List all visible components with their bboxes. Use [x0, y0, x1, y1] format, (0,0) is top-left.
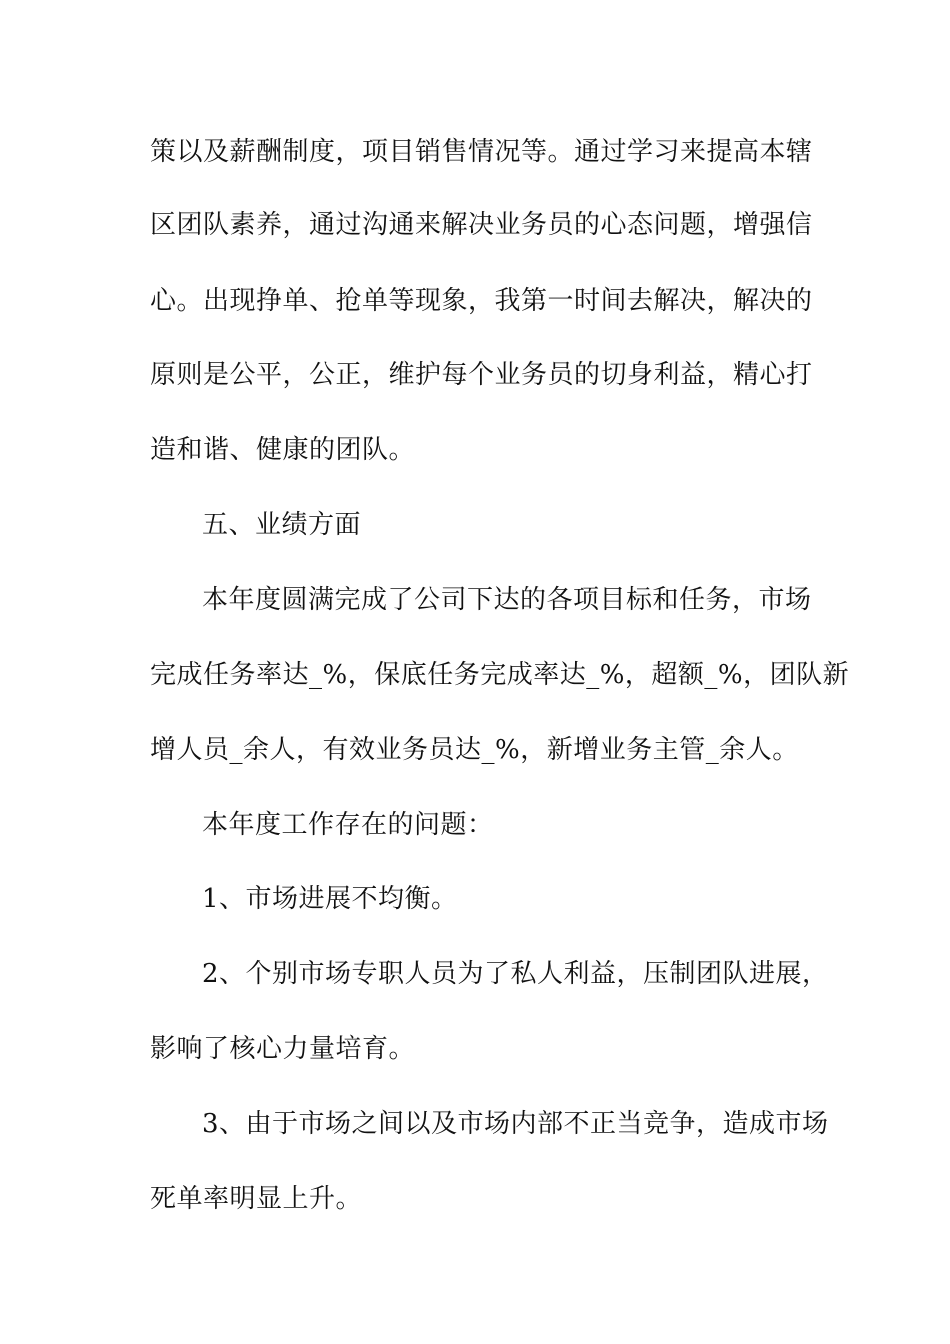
problems-heading: 本年度工作存在的问题： — [202, 810, 494, 840]
section-heading: 五、业绩方面 — [202, 510, 362, 540]
paragraph-line: 增人员_余人，有效业务员达_%，新增业务主管_余人。 — [150, 735, 799, 765]
list-item-continuation: 影响了核心力量培育。 — [150, 1034, 416, 1064]
paragraph-line: 造和谐、健康的团队。 — [150, 435, 416, 465]
paragraph-line: 区团队素养，通过沟通来解决业务员的心态问题，增强信 — [150, 210, 813, 240]
paragraph-line: 心。出现挣单、抢单等现象，我第一时间去解决，解决的 — [150, 286, 813, 316]
list-item: 3、由于市场之间以及市场内部不正当竞争，造成市场 — [202, 1109, 829, 1139]
paragraph-line: 策以及薪酬制度，项目销售情况等。通过学习来提高本辖 — [150, 137, 813, 167]
paragraph-line: 本年度圆满完成了公司下达的各项目标和任务，市场 — [202, 585, 812, 615]
list-item-continuation: 死单率明显上升。 — [150, 1184, 363, 1214]
list-item: 1、市场进展不均衡。 — [202, 884, 458, 914]
list-item: 2、个别市场专职人员为了私人利益，压制团队进展， — [202, 959, 829, 989]
paragraph-line: 完成任务率达_%，保底任务完成率达_%，超额_%，团队新 — [150, 660, 850, 690]
paragraph-line: 原则是公平，公正，维护每个业务员的切身利益，精心打 — [150, 360, 813, 390]
